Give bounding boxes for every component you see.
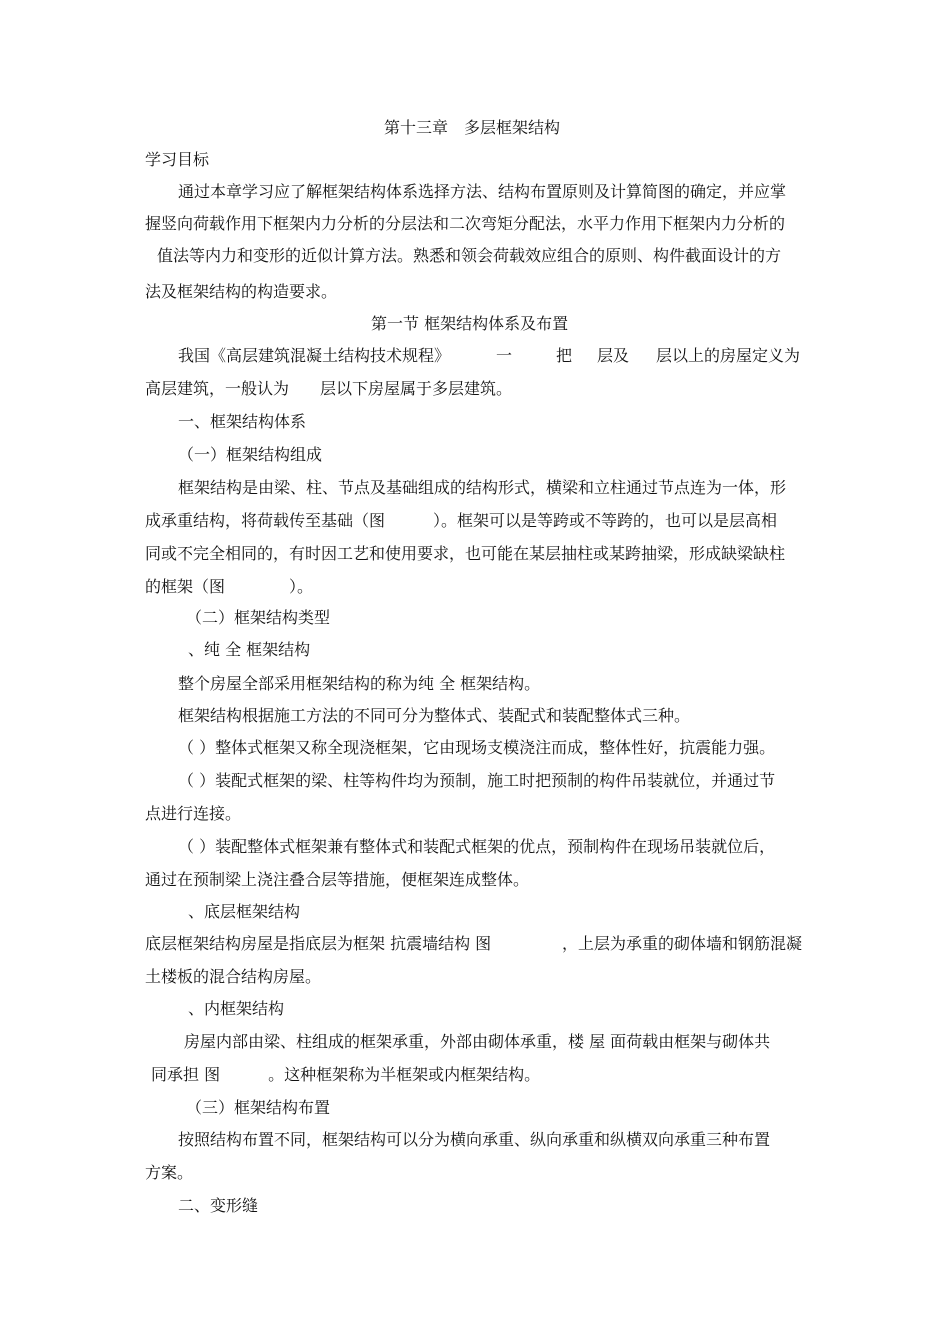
learning-goal-line: 通过本章学习应了解框架结构体系选择方法、结构布置原则及计算简图的确定，并应掌 — [178, 182, 787, 201]
intro-text: 一 — [496, 346, 513, 365]
type2-text: ，上层为承重的砌体墙和钢筋混凝 — [562, 934, 803, 953]
section-title: 第一节 框架结构体系及布置 — [371, 314, 569, 333]
heading-framework-types: （二）框架结构类型 — [186, 608, 331, 627]
type3-heading: 、内框架结构 — [188, 999, 285, 1018]
composition-text: 框架结构是由梁、柱、节点及基础组成的结构形式，横梁和立柱通过节点连为一体，形 — [178, 478, 787, 497]
heading-framework-system: 一、框架结构体系 — [178, 412, 307, 431]
learning-goal-line: 法及框架结构的构造要求。 — [145, 282, 338, 301]
type1-text: （ ）装配整体式框架兼有整体式和装配式框架的优点，预制构件在现场吊装就位后， — [178, 837, 776, 856]
intro-text: 层以下房屋属于多层建筑。 — [320, 379, 513, 398]
composition-text: 成承重结构，将荷载传至基础（图 ）。框架可以是等跨或不等跨的，也可以是层高相 — [145, 511, 778, 530]
type1-text: 点进行连接。 — [145, 804, 242, 823]
type3-text: 房屋内部由梁、柱组成的框架承重，外部由砌体承重，楼 屋 面荷载由框架与砌体共 — [184, 1032, 771, 1051]
learning-goal-line: 值法等内力和变形的近似计算方法。熟悉和领会荷载效应组合的原则、构件截面设计的方 — [157, 246, 782, 265]
type1-text: 框架结构根据施工方法的不同可分为整体式、装配式和装配整体式三种。 — [178, 706, 691, 725]
heading-framework-composition: （一）框架结构组成 — [178, 445, 323, 464]
chapter-title: 第十三章 多层框架结构 — [384, 118, 561, 137]
heading-framework-layout: （三）框架结构布置 — [186, 1098, 331, 1117]
learning-goal-line: 握竖向荷载作用下框架内力分析的分层法和二次弯矩分配法，水平力作用下框架内力分析的 — [145, 214, 786, 233]
type1-text: （ ）装配式框架的梁、柱等构件均为预制，施工时把预制的构件吊装就位，并通过节 — [178, 771, 776, 790]
type1-text: 通过在预制梁上浇注叠合层等措施，便框架连成整体。 — [145, 870, 530, 889]
type1-text: 整个房屋全部采用框架结构的称为纯 全 框架结构。 — [178, 674, 541, 693]
type2-text: 土楼板的混合结构房屋。 — [145, 967, 322, 986]
type1-heading: 、纯 全 框架结构 — [188, 640, 311, 659]
heading-deformation-joint: 二、变形缝 — [178, 1196, 259, 1215]
composition-text: 同或不完全相同的，有时因工艺和使用要求，也可能在某层抽柱或某跨抽梁，形成缺梁缺柱 — [145, 544, 786, 563]
layout-text: 方案。 — [145, 1163, 194, 1182]
intro-text: 高层建筑，一般认为 — [145, 379, 290, 398]
intro-text: 我国《高层建筑混凝土结构技术规程》 — [178, 346, 451, 365]
intro-text: 层以上的房屋定义为 — [656, 346, 801, 365]
learning-goal-heading: 学习目标 — [145, 150, 210, 169]
intro-text: 层及 — [597, 346, 630, 365]
type2-text: 底层框架结构房屋是指底层为框架 抗震墙结构 图 — [145, 934, 492, 953]
intro-text: 把 — [556, 346, 573, 365]
composition-text: 的框架（图 ）。 — [145, 577, 314, 596]
type3-text: 同承担 图 。这种框架称为半框架或内框架结构。 — [151, 1065, 541, 1084]
layout-text: 按照结构布置不同，框架结构可以分为横向承重、纵向承重和纵横双向承重三种布置 — [178, 1130, 771, 1149]
type1-text: （ ）整体式框架又称全现浇框架，它由现场支模浇注而成，整体性好，抗震能力强。 — [178, 738, 776, 757]
type2-heading: 、底层框架结构 — [188, 902, 301, 921]
